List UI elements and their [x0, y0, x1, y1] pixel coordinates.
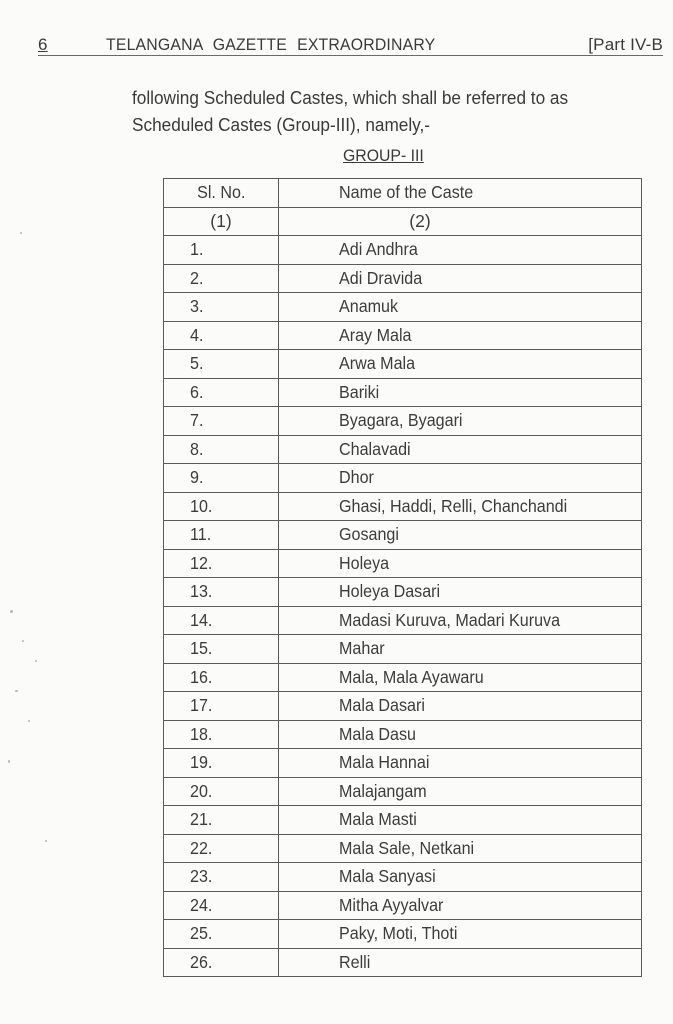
intro-line-1: following Scheduled Castes, which shall be referred to as [132, 87, 569, 108]
sl-no-cell: 8. [164, 435, 279, 464]
scan-speck [8, 760, 10, 763]
table-row [164, 521, 642, 550]
header-caste-name: Name of the Caste [279, 179, 642, 208]
table-row [164, 635, 642, 664]
sl-no-cell: 1. [164, 236, 279, 265]
caste-name-cell: Anamuk [279, 293, 642, 322]
caste-name-cell: Aray Mala [279, 321, 642, 350]
sl-no-cell: 4. [164, 321, 279, 350]
sl-no-cell: 11. [164, 521, 279, 550]
caste-table [163, 178, 642, 977]
table-row [164, 407, 642, 436]
table-header-row [164, 179, 642, 208]
caste-name-cell: Mala Hannai [279, 749, 642, 778]
table-row [164, 720, 642, 749]
caste-name-cell: Mala Sanyasi [279, 863, 642, 892]
sl-no-cell: 18. [164, 720, 279, 749]
table-row [164, 606, 642, 635]
caste-name-cell: Malajangam [279, 777, 642, 806]
caste-name-cell: Mala Masti [279, 806, 642, 835]
table-row [164, 492, 642, 521]
caste-name-cell: Mala Dasu [279, 720, 642, 749]
table-row [164, 863, 642, 892]
sl-no-cell: 7. [164, 407, 279, 436]
page-number: 6 [38, 35, 48, 54]
table-row [164, 806, 642, 835]
caste-name-cell: Holeya Dasari [279, 578, 642, 607]
table-row [164, 350, 642, 379]
caste-name-cell: Adi Andhra [279, 236, 642, 265]
table-row [164, 692, 642, 721]
sl-no-cell: 14. [164, 606, 279, 635]
sl-no-cell: 25. [164, 920, 279, 949]
table-row [164, 549, 642, 578]
table-row [164, 435, 642, 464]
part-label: [Part IV-B [588, 35, 663, 54]
table-row [164, 378, 642, 407]
table-body [164, 236, 642, 977]
sl-no-cell: 13. [164, 578, 279, 607]
header-sl-no: Sl. No. [164, 179, 279, 208]
scan-speck [35, 660, 37, 662]
sl-no-cell: 21. [164, 806, 279, 835]
table-row [164, 948, 642, 977]
intro-line-2: Scheduled Castes (Group-III), namely,- [132, 114, 431, 135]
caste-name-cell: Dhor [279, 464, 642, 493]
table-row [164, 293, 642, 322]
sl-no-cell: 19. [164, 749, 279, 778]
caste-name-cell: Bariki [279, 378, 642, 407]
scan-speck [15, 690, 18, 692]
table-row [164, 321, 642, 350]
table-row [164, 663, 642, 692]
sl-no-cell: 24. [164, 891, 279, 920]
table-subheader-row [164, 207, 642, 236]
caste-name-cell: Paky, Moti, Thoti [279, 920, 642, 949]
sl-no-cell: 3. [164, 293, 279, 322]
table-row [164, 236, 642, 265]
sl-no-cell: 12. [164, 549, 279, 578]
table-row [164, 891, 642, 920]
table-row [164, 777, 642, 806]
scan-speck [45, 840, 47, 842]
caste-name-cell: Ghasi, Haddi, Relli, Chanchandi [279, 492, 642, 521]
sl-no-cell: 9. [164, 464, 279, 493]
sl-no-cell: 17. [164, 692, 279, 721]
table-row [164, 920, 642, 949]
caste-name-cell: Gosangi [279, 521, 642, 550]
group-heading: GROUP- III [343, 146, 424, 165]
table-row [164, 834, 642, 863]
caste-name-cell: Byagara, Byagari [279, 407, 642, 436]
caste-name-cell: Arwa Mala [279, 350, 642, 379]
caste-name-cell: Adi Dravida [279, 264, 642, 293]
sl-no-cell: 5. [164, 350, 279, 379]
caste-name-cell: Mala, Mala Ayawaru [279, 663, 642, 692]
sl-no-cell: 23. [164, 863, 279, 892]
sl-no-cell: 20. [164, 777, 279, 806]
caste-name-cell: Holeya [279, 549, 642, 578]
caste-name-cell: Mala Sale, Netkani [279, 834, 642, 863]
subheader-sl-no: (1) [164, 207, 279, 236]
sl-no-cell: 16. [164, 663, 279, 692]
scan-speck [28, 720, 30, 722]
scan-speck [10, 610, 13, 613]
caste-name-cell: Mahar [279, 635, 642, 664]
table-row [164, 464, 642, 493]
sl-no-cell: 26. [164, 948, 279, 977]
sl-no-cell: 2. [164, 264, 279, 293]
caste-name-cell: Chalavadi [279, 435, 642, 464]
gazette-title: TELANGANA GAZETTE EXTRAORDINARY [106, 35, 436, 54]
caste-name-cell: Mala Dasari [279, 692, 642, 721]
table-row [164, 749, 642, 778]
sl-no-cell: 22. [164, 834, 279, 863]
caste-name-cell: Madasi Kuruva, Madari Kuruva [279, 606, 642, 635]
sl-no-cell: 15. [164, 635, 279, 664]
table-row [164, 578, 642, 607]
sl-no-cell: 10. [164, 492, 279, 521]
subheader-caste-name: (2) [279, 207, 642, 236]
caste-name-cell: Mitha Ayyalvar [279, 891, 642, 920]
sl-no-cell: 6. [164, 378, 279, 407]
caste-name-cell: Relli [279, 948, 642, 977]
intro-paragraph [132, 84, 634, 138]
scan-speck [20, 232, 22, 234]
table-row [164, 264, 642, 293]
page-header [38, 33, 663, 56]
scan-speck [22, 640, 24, 642]
